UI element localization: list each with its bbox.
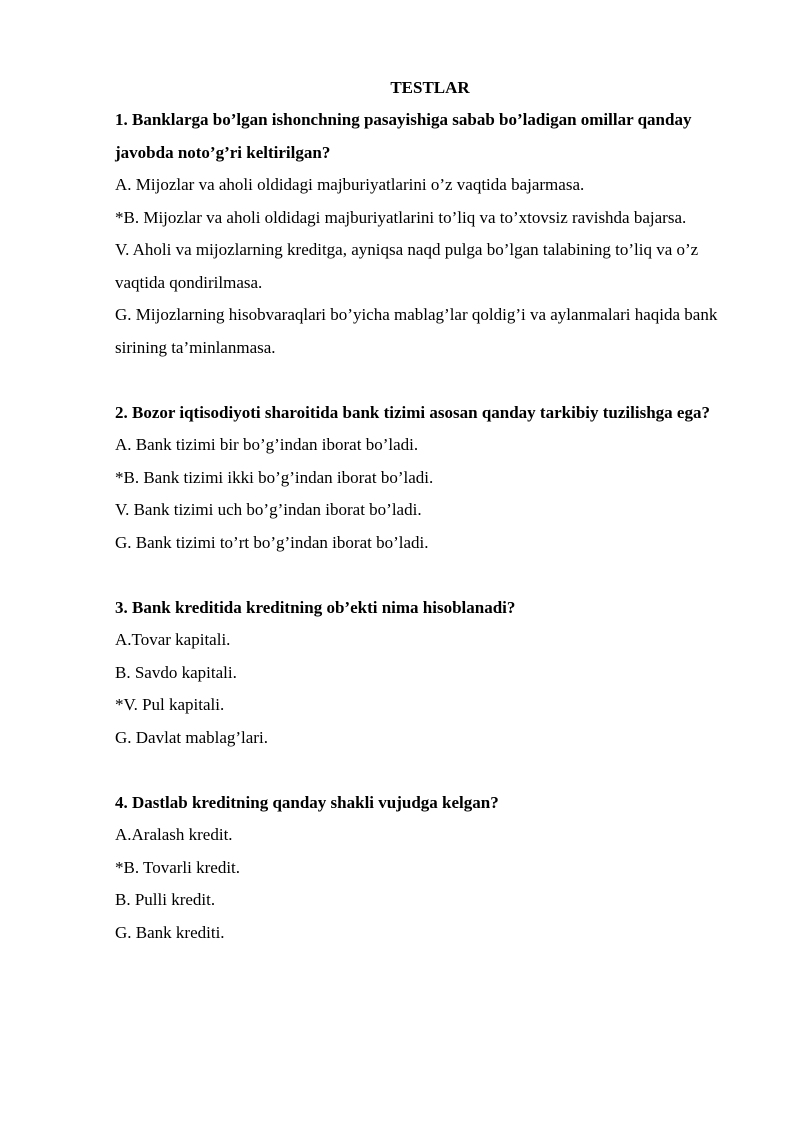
answer-option-a: A. Bank tizimi bir bo’g’indan iborat bo’ladi. (115, 435, 419, 454)
answer-option-g: G. Bank krediti. (115, 922, 225, 942)
answer-option-b: *B. Mijozlar va aholi oldidagi majburiyatlarini to’liq va to’xtovsiz ravishda bajarsa. (115, 207, 687, 227)
question-block-4 (115, 787, 745, 950)
answer-option-v: V. Aholi va mijozlarning kreditga, ayniqsa naqd pulga bo’lgan talabining to’liq va o’z vaqtida qondirilmasa. (115, 240, 699, 292)
answer-option-g: G. Bank tizimi to’rt bo’g’indan iborat bo’ladi. (115, 532, 429, 552)
document-page (115, 72, 745, 949)
question-text: 1. Banklarga bo’lgan ishonchning pasayishiga sabab bo’ladigan omillar qanday javobda noto’g’ri keltirilgan? (115, 110, 692, 162)
question-text: 4. Dastlab kreditning qanday shakli vujudga kelgan? (115, 792, 499, 812)
answer-option-v: B. Pulli kredit. (115, 890, 216, 909)
answer-option-b: *B. Tovarli kredit. (115, 857, 241, 877)
answer-option-v: *V. Pul kapitali. (115, 695, 225, 714)
document-title: TESTLAR (390, 78, 470, 97)
question-text: 2. Bozor iqtisodiyoti sharoitida bank tizimi asosan qanday tarkibiy tuzilishga ega? (115, 402, 710, 422)
spacer (115, 364, 745, 397)
answer-option-g: G. Davlat mablag’lari. (115, 727, 268, 747)
answer-option-a: A.Tovar kapitali. (115, 630, 231, 649)
answer-option-b: *B. Bank tizimi ikki bo’g’indan iborat bo’ladi. (115, 467, 434, 487)
question-block-1 (115, 104, 745, 364)
question-block-2 (115, 397, 745, 560)
answer-option-v: V. Bank tizimi uch bo’g’indan iborat bo’ladi. (115, 500, 422, 519)
answer-option-b: B. Savdo kapitali. (115, 662, 237, 682)
answer-option-a: A. Mijozlar va aholi oldidagi majburiyatlarini o’z vaqtida bajarmasa. (115, 175, 585, 194)
answer-option-g: G. Mijozlarning hisobvaraqlari bo’yicha mablag’lar qoldig’i va aylanmalari haqida bank sirining ta’minlanmasa. (115, 305, 718, 357)
spacer (115, 559, 745, 592)
answer-option-a: A.Aralash kredit. (115, 825, 233, 844)
question-block-3 (115, 592, 745, 755)
spacer (115, 754, 745, 787)
question-text: 3. Bank kreditida kreditning ob’ekti nima hisoblanadi? (115, 597, 516, 617)
